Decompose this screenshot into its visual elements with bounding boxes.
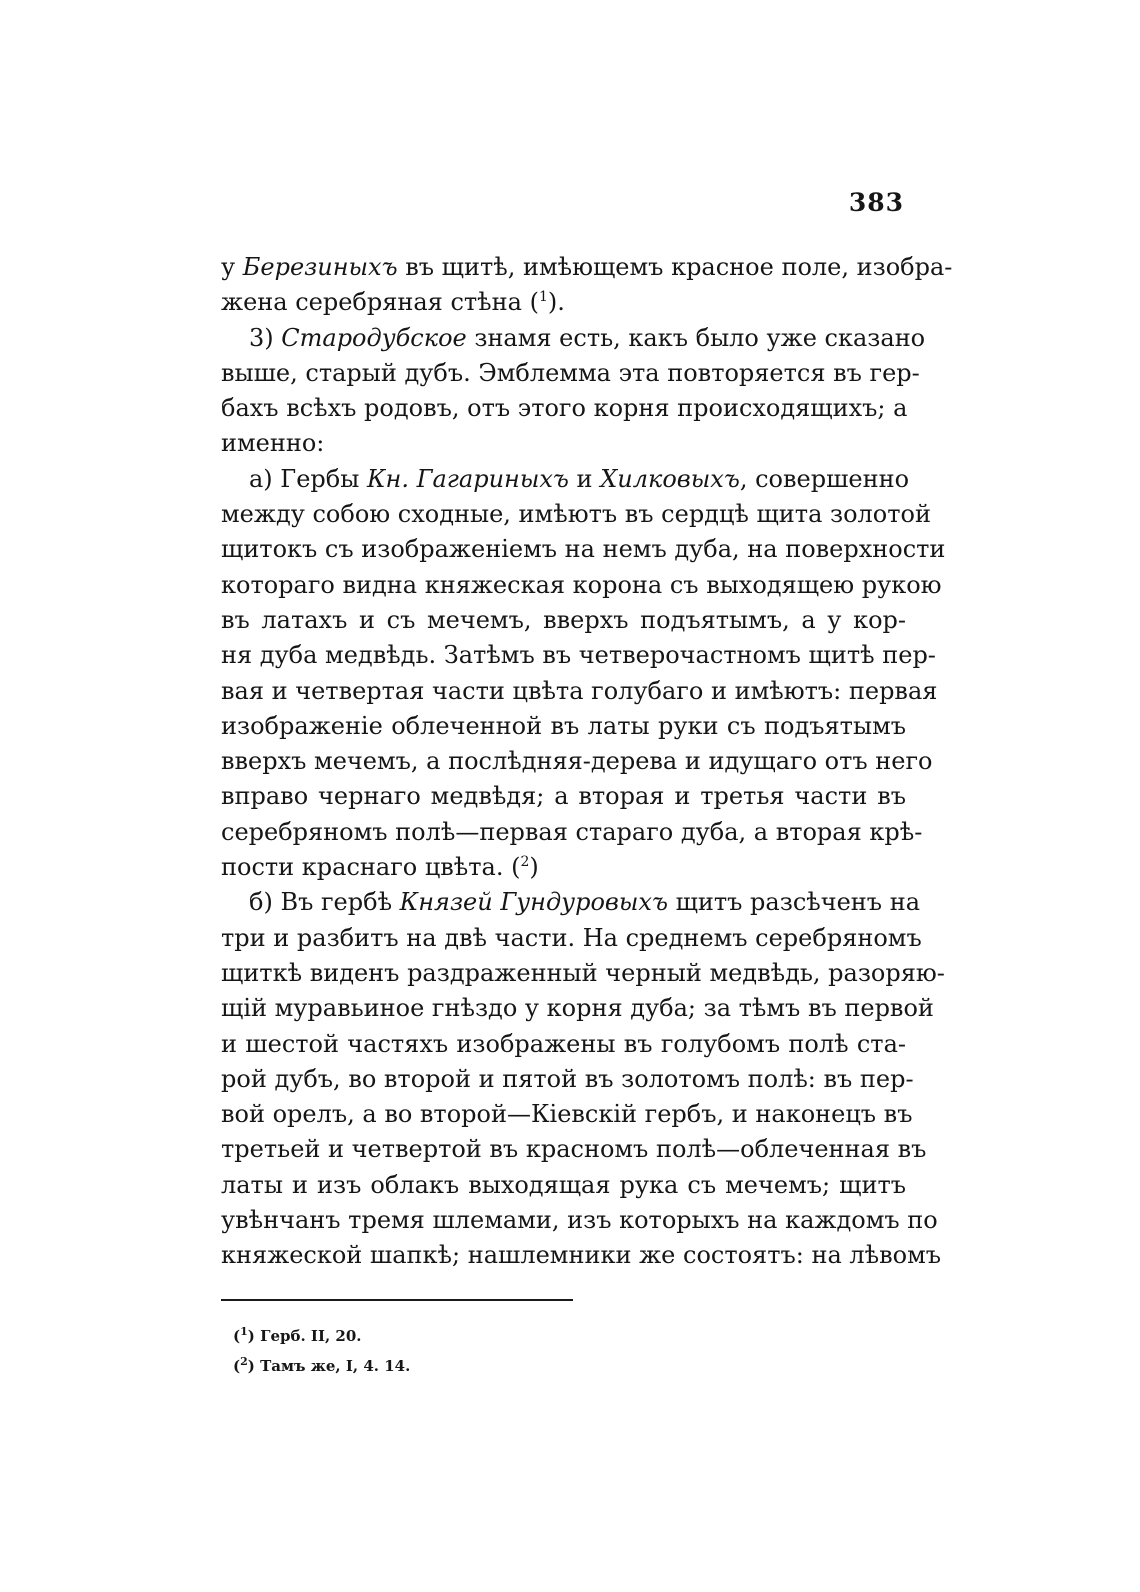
text-run: бахъ всѣхъ родовъ, отъ этого корня происходящихъ; а (221, 394, 908, 423)
text-line (221, 1062, 914, 1097)
text-run: рой дубъ, во второй и пятой въ золотомъ полѣ: въ пер- (221, 1064, 914, 1093)
text-run: щитъ разсѣченъ на (667, 888, 920, 917)
text-line (221, 779, 906, 814)
text-run: вверхъ мечемъ, а послѣдняя-дерева и идущаго отъ него (221, 747, 933, 776)
text-line (221, 1238, 942, 1273)
footnote-reference: 2 (520, 854, 530, 871)
text-run: ) (529, 853, 539, 882)
text-line (221, 850, 906, 885)
text-run: латы и изъ облакъ выходящая рука съ мечемъ; щитъ (221, 1170, 906, 1199)
italic-text: Князей Гундуровыхъ (399, 888, 668, 917)
text-run: изображеніе облеченной въ латы руки съ подъятымъ (221, 711, 906, 740)
text-line (221, 956, 945, 991)
footnote-mark: 1 (240, 1325, 248, 1338)
italic-text: Хилковыхъ (600, 464, 740, 493)
text-run: вая и четвертая части цвѣта голубаго и имѣютъ: первая (221, 676, 938, 705)
text-line (221, 1027, 906, 1062)
footnote: ($^1$) Герб. II, 20. (233, 1325, 362, 1345)
text-run: три и разбитъ на двѣ части. На среднемъ серебряномъ (221, 923, 922, 952)
text-line (221, 603, 906, 638)
text-run: вправо чернаго медвѣдя; а вторая и третья части въ (221, 782, 906, 811)
text-run: котораго видна княжеская корона съ выходящею рукою (221, 570, 942, 599)
text-line (221, 638, 936, 673)
text-run: пости краснаго цвѣта. ( (221, 853, 521, 882)
italic-text: Кн. Гагариныхъ (366, 464, 569, 493)
text-line (221, 1097, 913, 1132)
footnote-divider (221, 1299, 573, 1301)
text-line (221, 744, 933, 779)
text-line (221, 1168, 906, 1203)
text-line (221, 568, 942, 603)
text-run: выше, старый дубъ. Эмблемма эта повторяется въ гер- (221, 358, 920, 387)
text-line (221, 321, 926, 356)
text-run: въ латахъ и съ мечемъ, вверхъ подъятымъ, а у кор- (221, 605, 906, 634)
italic-text: Березиныхъ (242, 253, 398, 281)
footnote: ($^2$) Тамъ же, I, 4. 14. (233, 1355, 411, 1375)
text-run: ). (547, 288, 565, 317)
text-run: и шестой частяхъ изображены въ голубомъ полѣ ста- (221, 1029, 906, 1058)
footnotes (233, 1321, 410, 1381)
text-line (221, 991, 934, 1026)
text-line (221, 1132, 927, 1167)
text-run: именно: (221, 429, 325, 458)
text-run: знамя есть, какъ было уже сказано (466, 323, 926, 352)
text-run: у (221, 253, 243, 281)
text-run: между собою сходные, имѣютъ въ сердцѣ щита золотой (221, 500, 931, 529)
text-run: жена серебряная стѣна ( (221, 288, 539, 317)
text-line (221, 497, 931, 532)
text-line (221, 1203, 938, 1238)
page-number: 383 (848, 188, 904, 217)
text-line (221, 674, 938, 709)
text-run: щій муравьиное гнѣздо у корня дуба; за тѣмъ въ первой (221, 994, 934, 1023)
text-line (221, 356, 920, 391)
text-line (221, 815, 923, 850)
text-run: въ щитѣ, имѣющемъ красное поле, изобра- (397, 253, 953, 281)
italic-text: Стародубское (281, 323, 467, 352)
text-run: вой орелъ, а во второй—Кіевскій гербъ, и наконецъ въ (221, 1100, 913, 1129)
text-line (221, 426, 906, 461)
text-run: увѣнчанъ тремя шлемами, изъ которыхъ на каждомъ по (221, 1206, 938, 1235)
text-run: щитокъ съ изображеніемъ на немъ дуба, на поверхности (221, 535, 946, 564)
text-run: третьей и четвертой въ красномъ полѣ—облеченная въ (221, 1135, 927, 1164)
text-run: а) Гербы (249, 464, 367, 493)
text-run: щиткѣ виденъ раздраженный черный медвѣдь, разоряю- (221, 958, 945, 987)
text-run: б) Въ гербѣ (249, 888, 400, 917)
text-run: ня дуба медвѣдь. Затѣмъ въ четверочастномъ щитѣ пер- (221, 641, 936, 670)
text-line (221, 921, 922, 956)
text-run: княжеской шапкѣ; нашлемники же состоятъ: на лѣвомъ (221, 1241, 942, 1270)
text-line (221, 885, 920, 920)
text-run: , совершенно (739, 464, 910, 493)
footnote-text: Тамъ же, I, 4. 14. (260, 1357, 411, 1375)
footnote-text: Герб. II, 20. (260, 1327, 362, 1345)
footnote-reference: 1 (538, 289, 548, 306)
body-text (221, 250, 953, 1274)
text-line (221, 391, 906, 426)
text-line (221, 250, 953, 285)
text-line (221, 462, 910, 497)
text-run: серебряномъ полѣ—первая стараго дуба, а вторая крѣ- (221, 817, 923, 846)
text-line (221, 532, 946, 567)
text-line (221, 709, 906, 744)
footnote-mark: 2 (240, 1355, 248, 1368)
text-line (221, 285, 906, 320)
text-run: 3) (249, 323, 282, 352)
text-run: и (568, 464, 601, 493)
